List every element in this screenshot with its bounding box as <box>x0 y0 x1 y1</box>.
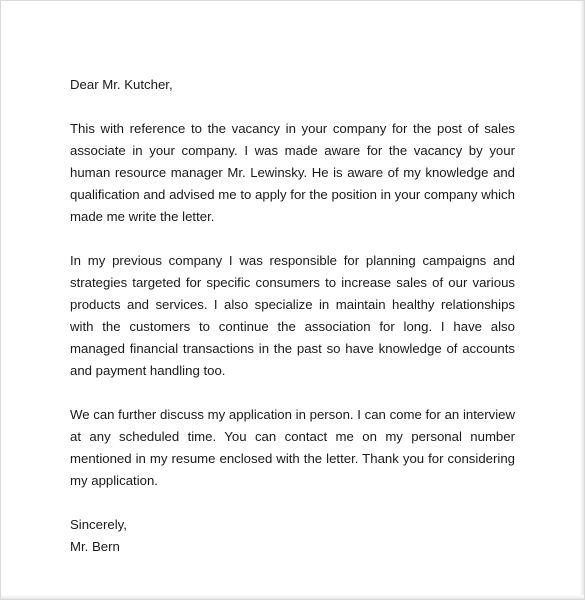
page-edge-shadow-right <box>580 1 584 599</box>
letter-signature: Mr. Bern <box>70 539 120 554</box>
page-edge-shadow-bottom <box>1 595 584 599</box>
letter-paragraph-2: In my previous company I was responsible for planning campaigns and strategies targeted for specific consumers to increase sales of our various products and services. I also specialize in maintain healthy relationships with the customers to continue the association for long. I have also managed financial transactions in the past so have knowledge of accounts and payment handling too. <box>70 253 515 378</box>
letter-body <box>70 74 515 558</box>
letter-salutation: Dear Mr. Kutcher, <box>70 77 173 92</box>
letter-paragraph-3: We can further discuss my application in person. I can come for an interview at any scheduled time. You can contact me on my personal number mentioned in my resume enclosed with the letter. Thank you for considering my application. <box>70 407 515 488</box>
letter-closing-block <box>70 514 515 558</box>
letter-paragraph-1: This with reference to the vacancy in your company for the post of sales associate in your company. I was made aware for the vacancy by your human resource manager Mr. Lewinsky. He is aware of my knowledge and qualification and advised me to apply for the position in your company which made me write the letter. <box>70 121 515 224</box>
letter-closing: Sincerely, <box>70 517 127 532</box>
